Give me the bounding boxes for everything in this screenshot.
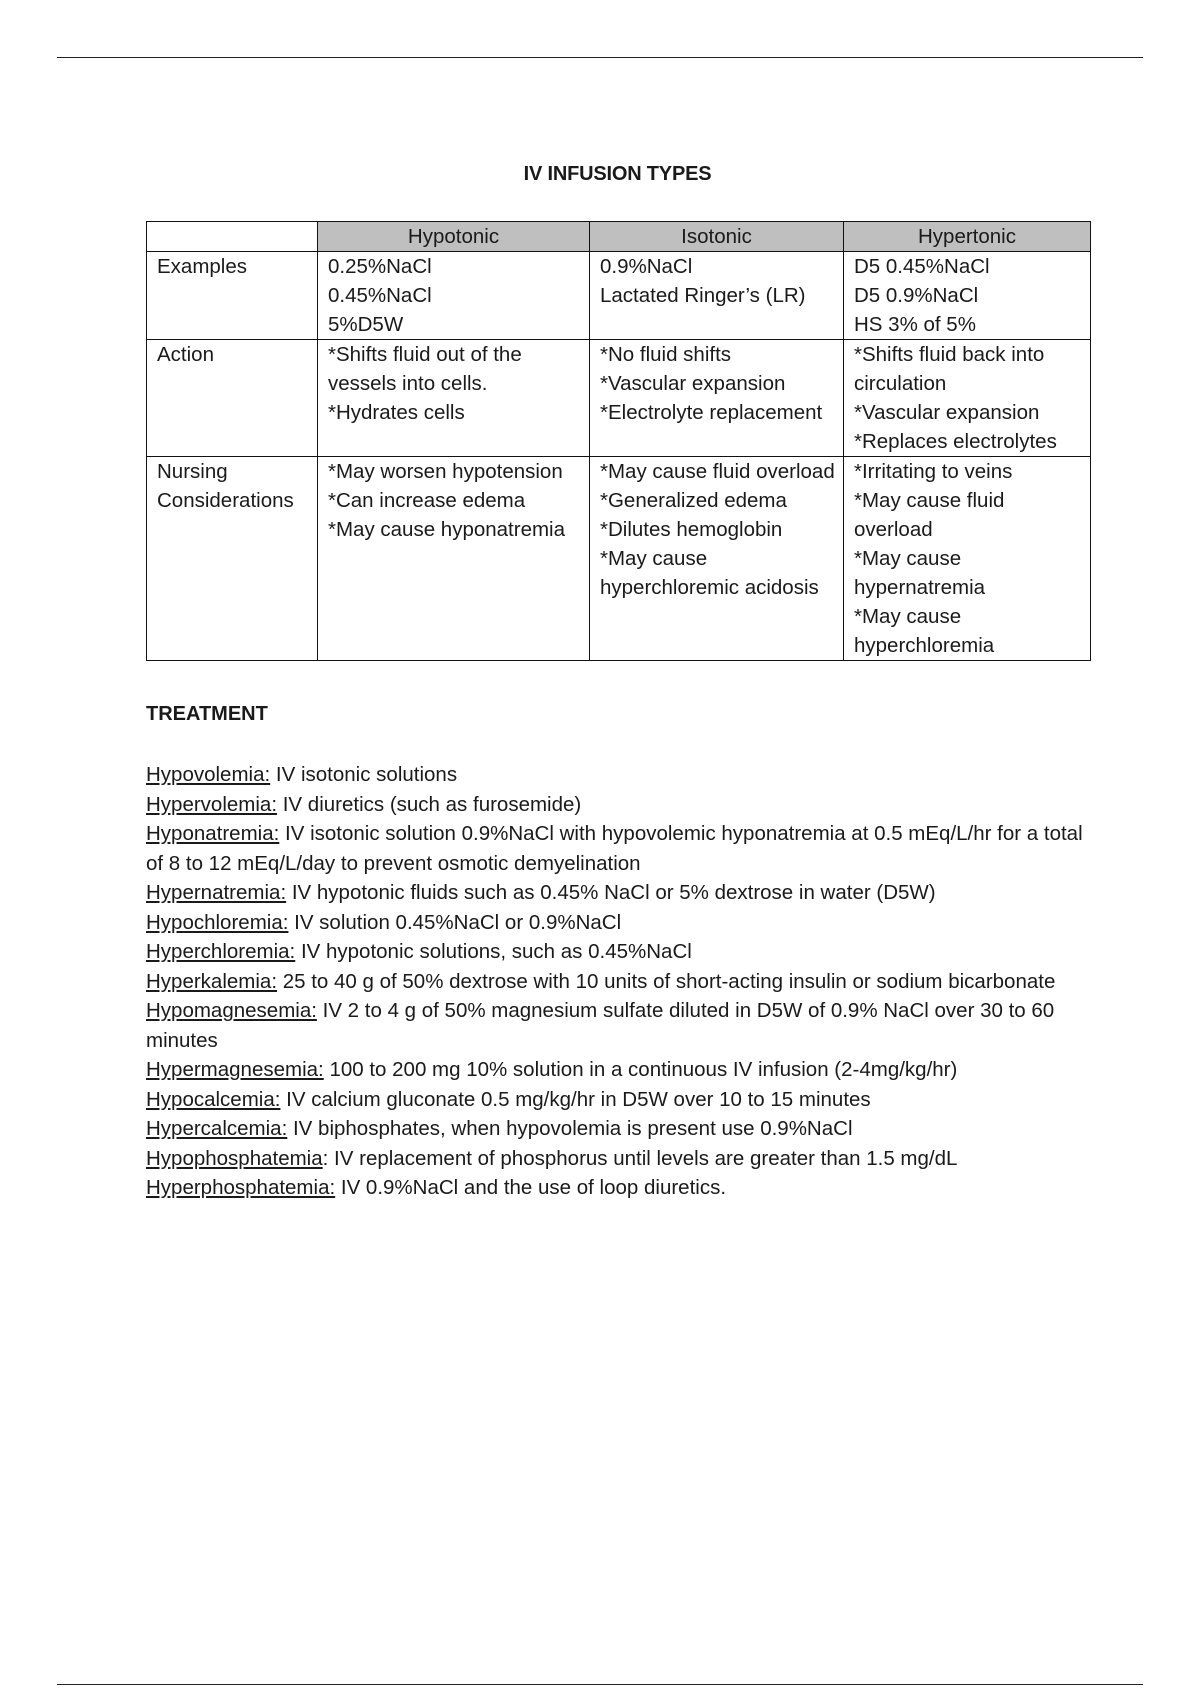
- table-row-nursing-considerations: [147, 457, 1091, 661]
- treatment-text: IV hypotonic solutions, such as 0.45%NaCl: [295, 940, 692, 963]
- cell-line: *May cause hyponatremia: [328, 518, 566, 541]
- treatment-term: Hypophosphatemia: [146, 1146, 323, 1170]
- table-row-examples: [147, 252, 1091, 340]
- cell-line: *Generalized edema: [600, 489, 787, 512]
- table-row-action: [147, 340, 1091, 457]
- page-title: IV INFUSION TYPES: [523, 163, 712, 185]
- treatment-text: IV isotonic solutions: [270, 763, 458, 786]
- treatment-item: [146, 760, 1096, 790]
- cell-line: Considerations: [157, 489, 294, 512]
- cell-line: *May cause hyperchloremia: [854, 605, 995, 657]
- treatment-term: Hyperphosphatemia:: [146, 1176, 336, 1199]
- cell-line: Lactated Ringer’s (LR): [600, 284, 806, 307]
- treatment-item: [146, 908, 1096, 938]
- cell-line: *Hydrates cells: [328, 401, 465, 424]
- treatment-text: 100 to 200 mg 10% solution in a continuous IV infusion (2-4mg/kg/hr): [323, 1058, 958, 1081]
- table-cell: [318, 457, 590, 661]
- treatment-term: Hypervolemia:: [146, 792, 278, 816]
- cell-line: *Irritating to veins: [854, 460, 1013, 483]
- table-cell: [844, 457, 1091, 661]
- table-header-row: [147, 222, 1091, 252]
- cell-line: 0.25%NaCl: [328, 255, 432, 278]
- header-rule: [57, 57, 1143, 58]
- header-cell-empty: [147, 222, 318, 252]
- table-cell: [590, 457, 844, 661]
- treatment-term: Hypernatremia:: [146, 881, 287, 904]
- treatment-text: IV isotonic solution 0.9%NaCl with hypovolemic hyponatremia at 0.5 mEq/L/hr for a total of 8 to 12 mEq/L/day to prevent osmotic demyelination: [146, 822, 1083, 875]
- row-label: [147, 252, 318, 340]
- footer-rule: [57, 1684, 1143, 1685]
- treatment-item: [146, 996, 1096, 1055]
- cell-line: *Dilutes hemoglobin: [600, 518, 783, 541]
- treatment-item: [146, 1173, 1096, 1203]
- cell-line: Nursing: [157, 460, 228, 483]
- treatment-item: [146, 1055, 1096, 1085]
- treatment-text: 25 to 40 g of 50% dextrose with 10 units of short-acting insulin or sodium bicarbonate: [277, 969, 1056, 993]
- cell-line: D5 0.45%NaCl: [854, 255, 990, 278]
- treatment-term: Hyponatremia:: [146, 822, 280, 845]
- treatment-item: [146, 1144, 1096, 1174]
- cell-line: *May cause hyperchloremic acidosis: [600, 547, 819, 599]
- cell-line: *May cause fluid overload: [854, 489, 1005, 541]
- row-label: [147, 457, 318, 661]
- treatment-term: Hypermagnesemia:: [146, 1058, 324, 1081]
- cell-line: *No fluid shifts: [600, 343, 732, 366]
- cell-line: *Vascular expansion: [600, 372, 786, 395]
- treatment-text: IV solution 0.45%NaCl or 0.9%NaCl: [288, 910, 622, 934]
- treatment-item: [146, 1085, 1096, 1115]
- treatment-item: [146, 937, 1096, 967]
- treatment-item: [146, 790, 1096, 820]
- header-cell-isotonic: Isotonic: [590, 222, 844, 252]
- treatment-term: Hyperchloremia:: [146, 940, 296, 963]
- treatment-term: Hypocalcemia:: [146, 1087, 281, 1111]
- treatment-text: IV diuretics (such as furosemide): [277, 792, 582, 816]
- cell-line: HS 3% of 5%: [854, 313, 976, 336]
- header-cell-hypertonic: Hypertonic: [844, 222, 1091, 252]
- cell-line: *Electrolyte replacement: [600, 401, 823, 424]
- cell-line: *May cause fluid overload: [600, 460, 835, 483]
- cell-line: 5%D5W: [328, 313, 404, 336]
- cell-line: *Shifts fluid back into circulation: [854, 343, 1045, 395]
- treatment-item: [146, 967, 1096, 997]
- treatment-item: [146, 819, 1096, 878]
- treatment-text: IV 2 to 4 g of 50% magnesium sulfate diluted in D5W of 0.9% NaCl over 30 to 60 minutes: [146, 999, 1055, 1052]
- treatment-text: IV 0.9%NaCl and the use of loop diuretics.: [335, 1176, 727, 1199]
- table-cell: [590, 252, 844, 340]
- treatment-term: Hypomagnesemia:: [146, 999, 317, 1022]
- treatment-text: IV hypotonic fluids such as 0.45% NaCl or 5% dextrose in water (D5W): [286, 881, 936, 904]
- row-label: [147, 340, 318, 457]
- treatment-text: IV biphosphates, when hypovolemia is present use 0.9%NaCl: [287, 1117, 853, 1140]
- treatment-item: [146, 878, 1096, 908]
- cell-line: Action: [157, 343, 214, 366]
- treatment-text: IV calcium gluconate 0.5 mg/kg/hr in D5W over 10 to 15 minutes: [280, 1087, 871, 1111]
- header-cell-hypotonic: Hypotonic: [318, 222, 590, 252]
- treatment-list: [146, 760, 1096, 1203]
- cell-line: 0.45%NaCl: [328, 284, 432, 307]
- cell-line: Examples: [157, 255, 248, 278]
- iv-infusion-table: [146, 221, 1091, 661]
- table-cell: [318, 340, 590, 457]
- cell-line: 0.9%NaCl: [600, 255, 693, 278]
- treatment-term: Hypovolemia:: [146, 763, 271, 786]
- cell-line: *Shifts fluid out of the vessels into cells.: [328, 343, 522, 395]
- treatment-term: Hypercalcemia:: [146, 1117, 288, 1140]
- treatment-item: [146, 1114, 1096, 1144]
- cell-line: *Replaces electrolytes: [854, 430, 1057, 453]
- treatment-heading: TREATMENT: [146, 703, 268, 725]
- treatment-term: Hyperkalemia:: [146, 969, 278, 993]
- cell-line: *Can increase edema: [328, 489, 526, 512]
- table-cell: [844, 340, 1091, 457]
- treatment-term: Hypochloremia:: [146, 910, 289, 934]
- table-cell: [318, 252, 590, 340]
- treatment-text: : IV replacement of phosphorus until levels are greater than 1.5 mg/dL: [322, 1146, 958, 1170]
- cell-line: *May worsen hypotension: [328, 460, 563, 483]
- cell-line: *Vascular expansion: [854, 401, 1040, 424]
- cell-line: D5 0.9%NaCl: [854, 284, 979, 307]
- cell-line: *May cause hypernatremia: [854, 547, 986, 599]
- table-cell: [590, 340, 844, 457]
- table-cell: [844, 252, 1091, 340]
